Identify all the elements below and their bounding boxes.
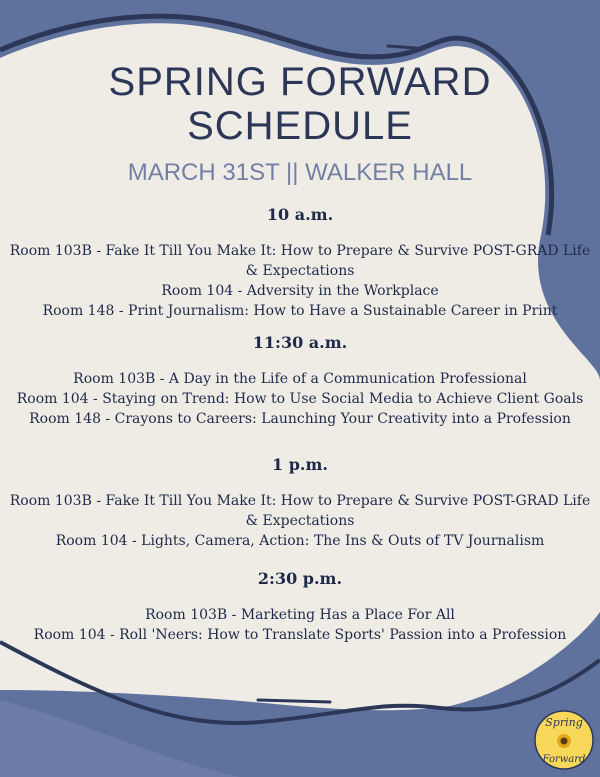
logo-text-spring: Spring	[545, 716, 583, 729]
session-item: Room 103B - A Day in the Life of a Communication Professional	[73, 371, 527, 387]
title-line-1: SPRING FORWARD	[108, 60, 492, 104]
session-item: Room 104 - Adversity in the Workplace	[161, 283, 439, 299]
time-block-10am	[0, 205, 600, 321]
time-block-1130am	[0, 333, 600, 429]
time-block-1pm	[0, 455, 600, 551]
session-item: Room 104 - Staying on Trend: How to Use Social Media to Achieve Client Goals	[16, 391, 584, 407]
spring-forward-logo	[534, 710, 594, 770]
sunflower-icon	[557, 734, 571, 748]
time-block-230pm	[0, 569, 600, 645]
title-line-2: SCHEDULE	[187, 104, 413, 148]
page-title	[0, 60, 600, 148]
session-item: Room 148 - Print Journalism: How to Have a Sustainable Career in Print	[42, 303, 558, 319]
session-item: Room 103B - Fake It Till You Make It: How to Prepare & Survive POST-GRAD Life & Expectations	[9, 243, 591, 279]
time-heading: 1 p.m.	[272, 455, 328, 474]
session-item: Room 103B - Marketing Has a Place For All	[145, 607, 455, 623]
time-heading: 10 a.m.	[266, 205, 334, 224]
session-item: Room 104 - Lights, Camera, Action: The Ins & Outs of TV Journalism	[55, 533, 545, 549]
session-item: Room 104 - Roll 'Neers: How to Translate Sports' Passion into a Profession	[33, 627, 567, 643]
session-item: Room 103B - Fake It Till You Make It: How to Prepare & Survive POST-GRAD Life & Expectations	[9, 493, 591, 529]
session-item: Room 148 - Crayons to Careers: Launching Your Creativity into a Profession	[29, 411, 571, 427]
event-date-location: MARCH 31ST || WALKER HALL	[127, 159, 473, 186]
logo-text-forward: Forward	[542, 754, 586, 765]
time-heading: 2:30 p.m.	[257, 569, 343, 588]
time-heading: 11:30 a.m.	[252, 333, 348, 352]
